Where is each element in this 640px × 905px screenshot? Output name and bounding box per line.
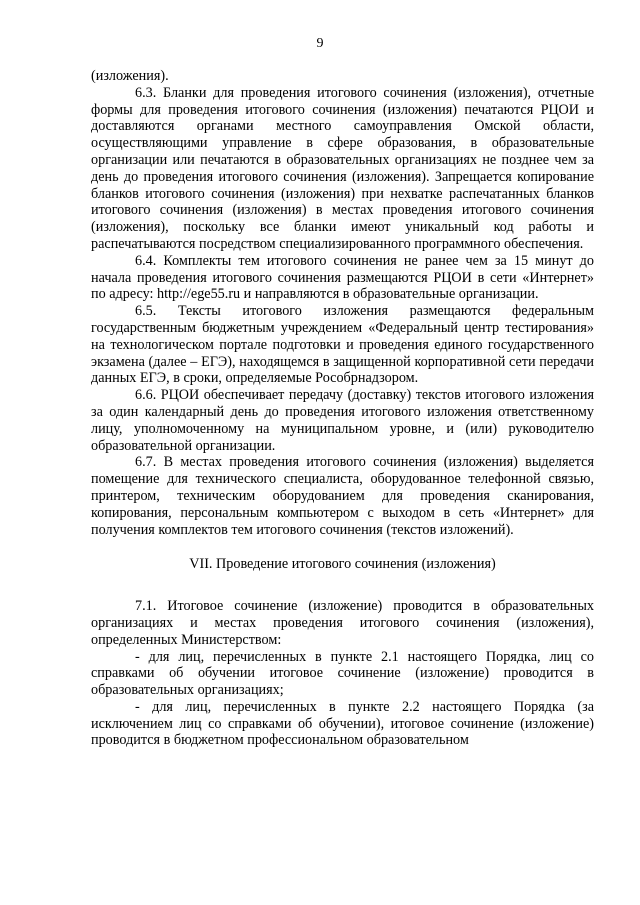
paragraph-7-1: 7.1. Итоговое сочинение (изложение) проводится в образовательных организациях и местах проведения итогового сочинения (изложения), определенных Министерством: (91, 598, 594, 648)
list-item-2-2: - для лиц, перечисленных в пункте 2.2 настоящего Порядка (за исключением лиц со справками об обучении), итоговое сочинение (изложение) проводится в бюджетном профессиональном образовательном (91, 698, 594, 749)
document-body (91, 68, 594, 749)
paragraph-6-7: 6.7. В местах проведения итогового сочинения (изложения) выделяется помещение для технического специалиста, оборудованное телефонной связью, принтером, техническим оборудованием для проведения сканирования, копирования, персональным компьютером с выходом в сеть «Интернет» для получения комплектов тем итогового сочинения (текстов изложений). (91, 454, 594, 538)
paragraph-6-4: 6.4. Комплекты тем итогового сочинения не ранее чем за 15 минут до начала проведения итогового сочинения размещаются РЦОИ в сети «Интернет» по адресу: http://ege55.ru и направляются в образовательные организации. (91, 252, 594, 303)
paragraph-6-5: 6.5. Тексты итогового изложения размещаются федеральным государственным бюджетным учреждением «Федеральный центр тестирования» на технологическом портале подготовки и проведения единого государственного экзамена (далее – ЕГЭ), находящемся в защищенной корпоративной сети передачи данных ЕГЭ, в сроки, определяемые Рособрнадзором. (91, 303, 594, 387)
paragraph-6-6: 6.6. РЦОИ обеспечивает передачу (доставку) текстов итогового изложения за один календарный день до проведения итогового изложения ответственному лицу, уполномоченному на муниципальном уровне, и (или) руководителю образовательной организации. (91, 387, 594, 454)
paragraph-6-3: 6.3. Бланки для проведения итогового сочинения (изложения), отчетные формы для проведения итогового сочинения (изложения) печатаются РЦОИ и доставляются органами местного самоуправления Омской области, осуществляющими управление в сфере образования, в образовательные организации или печатаются в образовательных организациях не позднее чем за день до проведения итогового сочинения (изложения). Запрещается копирование бланков итогового сочинения (изложения) при нехватке распечатанных бланков итогового сочинения (изложения) в местах проведения итогового сочинения (изложения), поскольку все бланки имеют уникальный код работы и распечатываются посредством специализированного программного обеспечения. (91, 84, 594, 252)
page-number: 9 (316, 36, 324, 51)
paragraph-continuation: (изложения). (91, 68, 169, 84)
list-item-2-1: - для лиц, перечисленных в пункте 2.1 настоящего Порядка, лиц со справками об обучении итоговое сочинение (изложение) проводится в образовательных организациях; (91, 648, 594, 699)
section-heading-vii: VII. Проведение итогового сочинения (изложения) (189, 556, 496, 573)
